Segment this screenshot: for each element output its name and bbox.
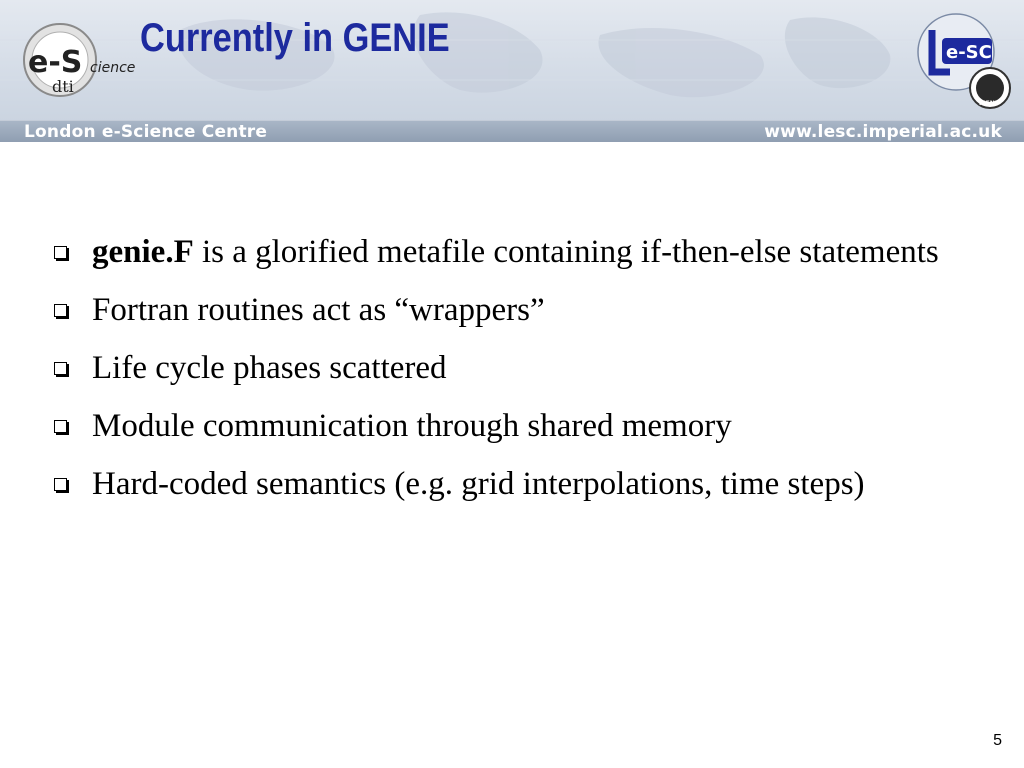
header-strip <box>0 120 1024 142</box>
bullet-text: Module communication through shared memory <box>92 408 732 444</box>
checkbox-bullet-icon <box>54 304 67 317</box>
bullet-item <box>52 462 1002 506</box>
bullet-text: Hard-coded semantics (e.g. grid interpolations, time steps) <box>92 466 865 502</box>
svg-text:e-SC: e-SC <box>946 42 992 63</box>
checkbox-bullet-icon <box>54 478 67 491</box>
bullet-text: Fortran routines act as “wrappers” <box>92 292 545 328</box>
checkbox-bullet-icon <box>54 362 67 375</box>
bullet-list <box>52 230 1002 520</box>
svg-text:e-S: e-S <box>28 45 83 80</box>
e-science-dti-logo <box>18 14 148 100</box>
checkbox-bullet-icon <box>54 246 67 259</box>
bullet-item <box>52 404 1002 448</box>
bullet-text: is a glorified metafile containing if-then-else statements <box>193 234 939 270</box>
lesc-logo <box>910 8 1012 112</box>
bullet-item <box>52 288 1002 332</box>
page-title: Currently in GENIE <box>140 16 450 60</box>
checkbox-bullet-icon <box>54 420 67 433</box>
centre-url: www.lesc.imperial.ac.uk <box>764 122 1002 142</box>
bullet-text: Life cycle phases scattered <box>92 350 447 386</box>
centre-name: London e-Science Centre <box>24 122 268 142</box>
svg-text:ICENI: ICENI <box>979 100 997 107</box>
bullet-strong-text: genie.F <box>92 234 194 270</box>
bullet-item <box>52 346 1002 390</box>
page-number: 5 <box>993 732 1002 749</box>
svg-text:cience: cience <box>90 60 136 76</box>
header-banner <box>0 0 1024 142</box>
svg-text:dti: dti <box>52 77 74 96</box>
bullet-item <box>52 230 1002 274</box>
